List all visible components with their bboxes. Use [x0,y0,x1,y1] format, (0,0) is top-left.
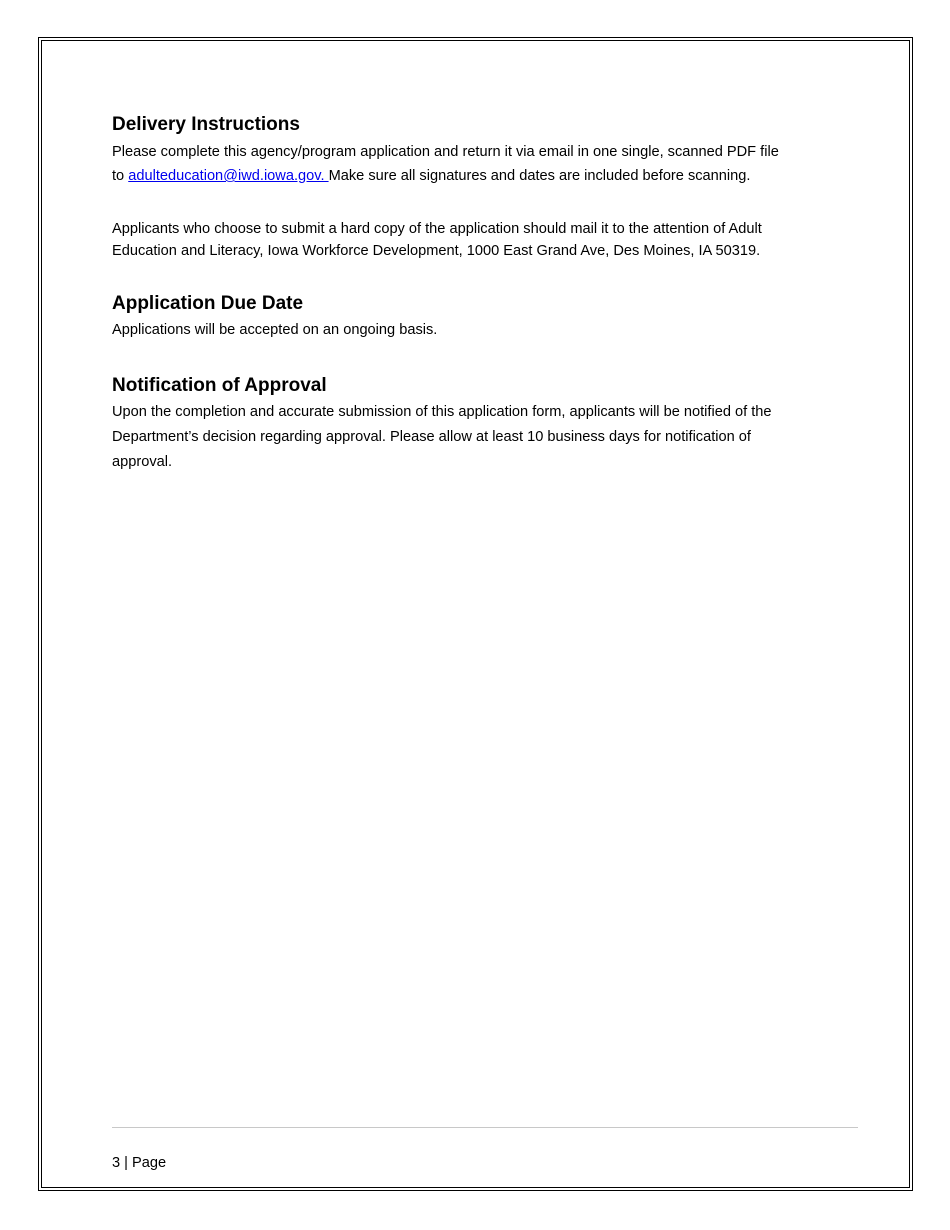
delivery-line-2 [112,164,842,188]
delivery-line-2-prefix: to [112,168,129,184]
notification-paragraph [112,400,842,475]
hardcopy-paragraph [112,218,842,262]
email-link[interactable]: adulteducation@iwd.iowa.gov. [128,168,329,184]
notification-line-1: Upon the completion and accurate submission of this application form, applicants will be notified of the [112,404,772,420]
delivery-instructions-heading: Delivery Instructions [112,114,300,135]
page-label: Page [132,1155,167,1171]
page-border [38,37,913,1191]
footer-page-number [112,1153,166,1173]
delivery-line-1: Please complete this agency/program application and return it via email in one single, scanned PDF file [112,144,779,160]
notification-line-2: Department’s decision regarding approval. Please allow at least 10 business days for notification of [112,429,751,445]
notification-heading: Notification of Approval [112,375,327,396]
footer-divider [112,1127,858,1128]
hardcopy-line-2: Education and Literacy, Iowa Workforce Development, 1000 East Grand Ave, Des Moines, IA 50319. [112,243,761,259]
due-date-heading: Application Due Date [112,293,304,314]
page-number: 3 [112,1155,121,1171]
delivery-instructions-paragraph [112,140,842,188]
notification-line-3: approval. [112,454,173,470]
page-separator: | [120,1155,133,1171]
due-date-text: Applications will be accepted on an ongoing basis. [112,322,438,338]
delivery-line-2-suffix: Make sure all signatures and dates are included before scanning. [328,168,751,184]
hardcopy-line-1: Applicants who choose to submit a hard copy of the application should mail it to the attention of Adult [112,221,762,237]
